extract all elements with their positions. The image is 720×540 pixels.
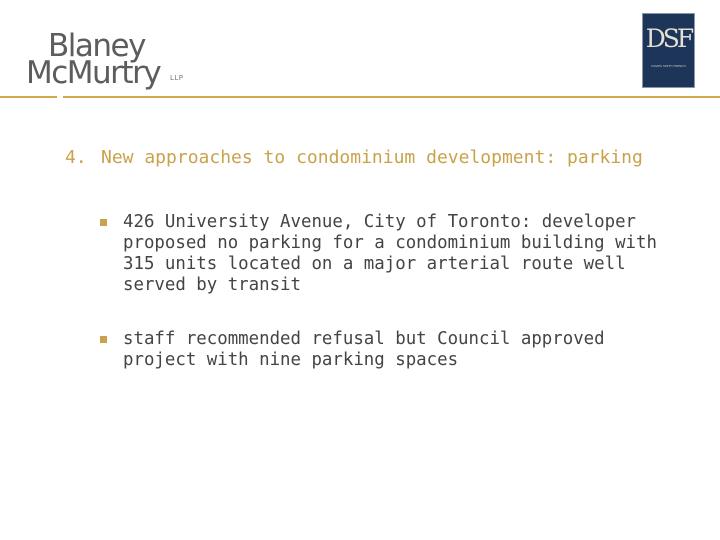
bullet-text: staff recommended refusal but Council approved project with nine parking spaces — [123, 329, 605, 370]
header-divider — [0, 96, 720, 98]
logo-text-mcmurtry: McMurtry — [26, 55, 161, 91]
bullet-square-icon — [100, 219, 107, 226]
blaney-mcmurtry-logo — [26, 30, 196, 92]
logo-text-blaney: Blaney — [48, 28, 145, 64]
divider-notch — [57, 96, 63, 102]
heading-number: 4. — [65, 147, 87, 168]
logo-text-llp: LLP — [170, 74, 184, 82]
bullet-item — [100, 329, 660, 373]
dsf-small-text: DAVIES SMITH FRENCH — [651, 64, 686, 68]
bullet-item — [100, 212, 660, 298]
dsf-monogram: DSF — [645, 24, 692, 53]
bullet-text: 426 University Avenue, City of Toronto: developer proposed no parking for a condominium building with 315 units located on a major arterial route well served by transit — [123, 212, 657, 295]
bullet-square-icon — [100, 336, 107, 343]
dsf-logo — [642, 13, 695, 88]
heading-text: New approaches to condominium development: parking — [101, 147, 643, 168]
